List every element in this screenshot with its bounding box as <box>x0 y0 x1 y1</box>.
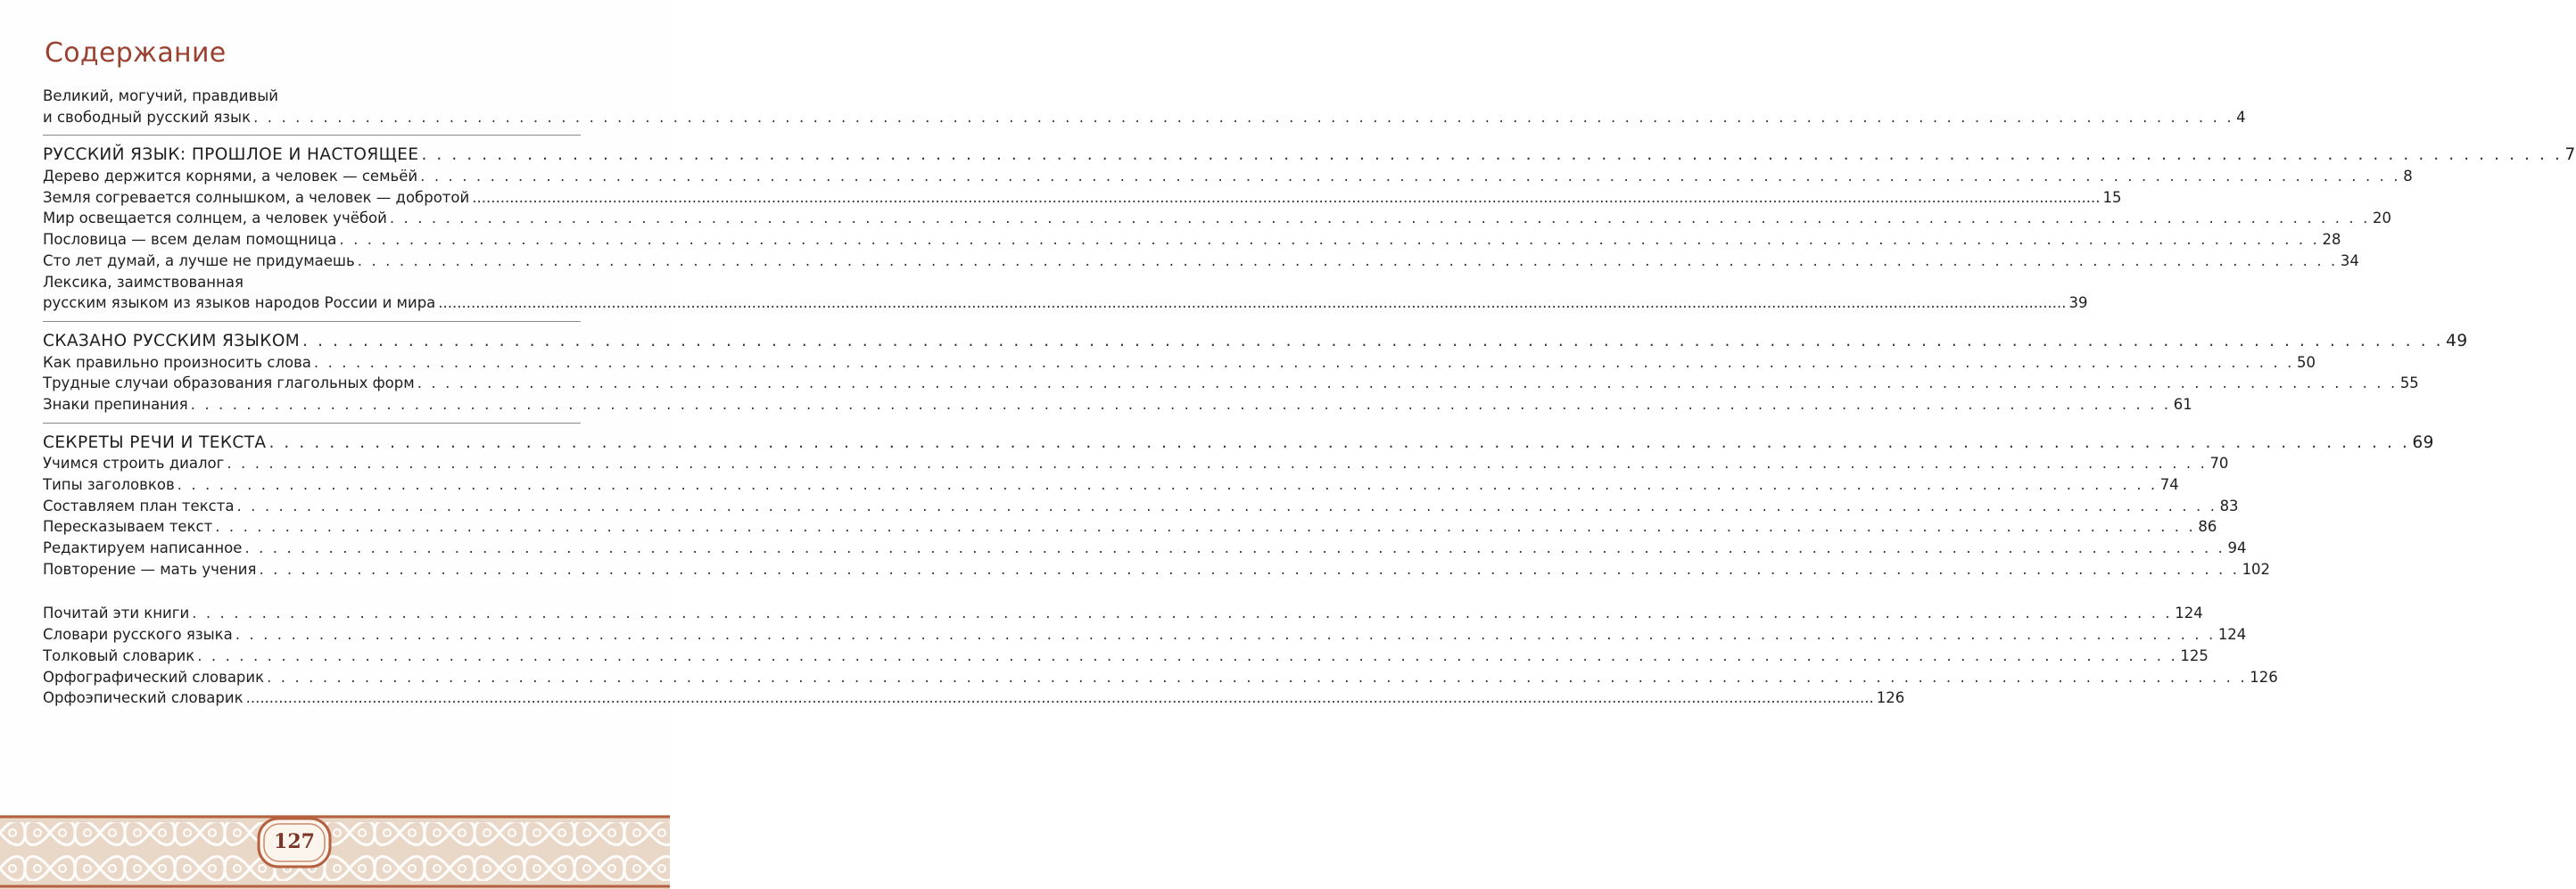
toc-entry-page: 124 <box>2175 605 2203 622</box>
section-title: РУССКИЙ ЯЗЫК: ПРОШЛОЕ И НАСТОЯЩЕЕ <box>43 145 419 165</box>
toc-entry-title: Дерево держится корнями, а человек — семьёй <box>43 168 418 185</box>
toc-entry <box>43 373 2419 394</box>
leader-dots <box>259 559 2239 580</box>
divider <box>43 135 581 136</box>
leader-dots <box>420 166 2400 187</box>
leader-dots <box>178 474 2158 496</box>
leader-dots <box>227 453 2207 474</box>
toc-entry-page: 34 <box>2340 251 2359 269</box>
toc-entry-page: 28 <box>2322 231 2341 249</box>
toc-entry-page: 20 <box>2372 210 2391 227</box>
toc-entry <box>43 453 2229 474</box>
toc-entry <box>43 496 2239 517</box>
toc-entry-page: 124 <box>2217 626 2247 644</box>
toc-entry <box>43 624 2247 646</box>
toc-entry-title: Пословица — всем делам помощница <box>43 231 337 249</box>
divider <box>43 423 581 424</box>
section-page: 7 <box>2564 145 2576 165</box>
toc-entry-title: Словари русского языка <box>43 626 233 644</box>
toc-entry-page: 94 <box>2227 539 2247 557</box>
toc-entry-title: Редактируем написанное <box>43 539 243 557</box>
toc-entry-title: Повторение — мать учения <box>43 560 257 578</box>
toc-entry <box>43 394 2192 416</box>
toc-entry-page: 74 <box>2159 476 2179 493</box>
toc-entry <box>43 292 2088 314</box>
section-page: 49 <box>2446 331 2468 350</box>
leader-dots <box>302 331 2443 352</box>
toc-entry <box>43 474 2179 496</box>
toc-entry-title: Земля согревается солнышком, а человек — добротой <box>43 188 470 206</box>
toc-entry-title: Сто лет думай, а лучше не придумаешь <box>43 251 355 269</box>
toc-entry-page: 83 <box>2219 497 2239 514</box>
leader-dots <box>253 107 2233 128</box>
leader-dots <box>191 394 2171 416</box>
toc-entry-title: Мир освещается солнцем, а человек учёбой <box>43 210 387 227</box>
footer-ornament-band <box>0 815 670 889</box>
toc-entry-title: Почитай эти книги <box>43 605 190 622</box>
leader-dots <box>215 516 2195 538</box>
toc-entry-page: 125 <box>2180 646 2209 664</box>
ornament-icon <box>0 815 670 889</box>
toc-entry-page: 126 <box>1876 689 1905 707</box>
toc-entry-title: Трудные случаи образования глагольных форм <box>43 375 415 392</box>
toc-entry <box>43 251 2359 272</box>
leader-dots <box>236 496 2217 517</box>
page-title: Содержание <box>45 37 227 69</box>
leader-dots <box>438 292 2066 314</box>
leader-dots <box>235 624 2216 646</box>
toc-entry-title: Орфоэпический словарик <box>43 689 244 707</box>
toc-section-heading <box>43 432 2434 454</box>
section-title: СКАЗАНО РУССКИМ ЯЗЫКОМ <box>43 331 301 350</box>
toc-entry-page: 4 <box>2236 108 2246 126</box>
toc-entry-title: Типы заголовков <box>43 476 175 493</box>
leader-dots <box>358 251 2338 272</box>
leader-dots <box>390 208 2370 229</box>
toc-entry <box>43 166 2413 187</box>
toc-entry-page: 55 <box>2399 375 2419 392</box>
toc-entry <box>43 229 2341 251</box>
toc-entry-page: 70 <box>2209 455 2229 473</box>
toc-entry-page: 102 <box>2242 560 2271 578</box>
toc-entry-line1 <box>43 272 581 293</box>
toc-section-heading <box>43 144 2576 166</box>
toc-entry <box>43 187 2122 209</box>
toc-entry-title: Как правильно произносить слова <box>43 353 311 371</box>
toc-entry-title: русским языком из языков народов России и мира <box>43 294 436 312</box>
toc-entry-title: Толковый словарик <box>43 646 195 664</box>
toc-entry-page: 15 <box>2102 188 2122 206</box>
toc-entry <box>43 687 1905 709</box>
toc-entry-title: Пересказываем текст <box>43 518 213 536</box>
section-page: 69 <box>2412 432 2434 452</box>
toc-entry-title: Орфографический словарик <box>43 668 265 686</box>
toc-entry-page: 126 <box>2250 668 2278 686</box>
toc-entry <box>43 603 2203 624</box>
leader-dots <box>197 646 2177 667</box>
toc-entry-title: Великий, могучий, правдивый <box>43 87 279 104</box>
leader-dots <box>421 144 2562 166</box>
toc-entry <box>43 667 2278 688</box>
toc-entry <box>43 208 2391 229</box>
toc-entry <box>43 538 2247 559</box>
toc-entry-page: 86 <box>2198 518 2217 536</box>
toc-entry-page: 61 <box>2173 395 2192 413</box>
section-title: СЕКРЕТЫ РЕЧИ И ТЕКСТА <box>43 432 267 452</box>
toc-entry-page: 50 <box>2297 353 2316 371</box>
toc-entry-title: Учимся строить диалог <box>43 455 225 473</box>
leader-dots <box>417 373 2398 394</box>
leader-dots <box>192 603 2172 624</box>
toc-entry <box>43 352 2316 374</box>
leader-dots <box>472 187 2100 209</box>
spacer <box>43 580 581 603</box>
toc-entry-title: и свободный русский язык <box>43 108 252 126</box>
toc-entry <box>43 516 2217 538</box>
leader-dots <box>244 538 2225 559</box>
toc-entry-title: Составляем план текста <box>43 497 235 514</box>
toc-entry-title: Знаки препинания <box>43 395 188 413</box>
table-of-contents <box>43 86 2576 709</box>
toc-entry-intro <box>43 107 2246 128</box>
toc-entry-intro-line1 <box>43 86 581 107</box>
leader-dots <box>246 687 1874 709</box>
toc-entry <box>43 559 2271 580</box>
leader-dots <box>267 667 2247 688</box>
toc-entry-title: Лексика, заимствованная <box>43 273 244 291</box>
leader-dots <box>268 432 2409 454</box>
toc-entry-page: 8 <box>2403 168 2413 185</box>
leader-dots <box>339 229 2319 251</box>
toc-section-heading <box>43 331 2468 352</box>
toc-entry-page: 39 <box>2068 294 2088 312</box>
toc-entry <box>43 646 2209 667</box>
leader-dots <box>314 352 2294 374</box>
page-number: 127 <box>274 830 315 853</box>
divider <box>43 321 581 322</box>
